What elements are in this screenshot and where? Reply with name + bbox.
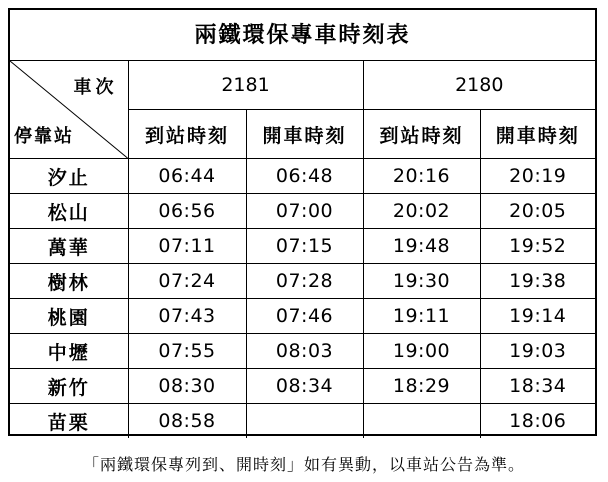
time-cell: 18:06	[480, 404, 595, 439]
train-header-row	[10, 61, 595, 110]
time-cell: 19:38	[480, 264, 595, 299]
time-cell: 19:00	[363, 334, 480, 369]
timetable-frame	[8, 8, 597, 436]
time-cell: 20:16	[363, 159, 480, 194]
time-cell: 07:28	[246, 264, 363, 299]
table-row	[10, 334, 595, 369]
train-2180-header: 2180	[363, 61, 595, 110]
time-cell: 08:58	[128, 404, 246, 439]
col-header-2180-arrival: 到站時刻	[363, 110, 480, 159]
station-name: 萬華	[10, 229, 128, 264]
footnote: 「兩鐵環保專列到、開時刻」如有異動，以車站公告為準。	[82, 455, 525, 474]
station-name: 新竹	[10, 369, 128, 404]
time-cell: 19:03	[480, 334, 595, 369]
time-cell: 18:29	[363, 369, 480, 404]
time-cell: 07:15	[246, 229, 363, 264]
timetable	[10, 61, 595, 438]
time-cell: 08:30	[128, 369, 246, 404]
table-row	[10, 194, 595, 229]
time-cell	[246, 404, 363, 439]
time-cell: 08:03	[246, 334, 363, 369]
time-cell: 19:14	[480, 299, 595, 334]
time-cell: 07:43	[128, 299, 246, 334]
time-cell: 20:02	[363, 194, 480, 229]
station-name: 苗栗	[10, 404, 128, 439]
timetable-title: 兩鐵環保專車時刻表	[10, 10, 595, 61]
time-cell: 08:34	[246, 369, 363, 404]
time-cell: 18:34	[480, 369, 595, 404]
time-cell: 19:11	[363, 299, 480, 334]
time-cell: 20:05	[480, 194, 595, 229]
time-cell: 06:44	[128, 159, 246, 194]
train-2181-header: 2181	[128, 61, 363, 110]
col-header-2181-arrival: 到站時刻	[128, 110, 246, 159]
time-cell: 19:30	[363, 264, 480, 299]
corner-header-cell	[10, 61, 128, 159]
col-header-2180-departure: 開車時刻	[480, 110, 595, 159]
time-cell: 19:52	[480, 229, 595, 264]
station-name: 中壢	[10, 334, 128, 369]
time-cell: 07:00	[246, 194, 363, 229]
table-row	[10, 369, 595, 404]
table-row	[10, 299, 595, 334]
time-cell: 07:11	[128, 229, 246, 264]
time-cell	[363, 404, 480, 439]
station-label: 停靠站	[14, 126, 74, 147]
time-cell: 07:24	[128, 264, 246, 299]
station-name: 汐止	[10, 159, 128, 194]
time-cell: 20:19	[480, 159, 595, 194]
table-row	[10, 264, 595, 299]
station-name: 桃園	[10, 299, 128, 334]
train-number-label: 車次	[73, 77, 118, 98]
time-cell: 06:48	[246, 159, 363, 194]
time-cell: 07:55	[128, 334, 246, 369]
table-row	[10, 229, 595, 264]
station-name: 松山	[10, 194, 128, 229]
table-row	[10, 159, 595, 194]
time-cell: 06:56	[128, 194, 246, 229]
col-header-2181-departure: 開車時刻	[246, 110, 363, 159]
time-cell: 19:48	[363, 229, 480, 264]
table-row	[10, 404, 595, 439]
time-cell: 07:46	[246, 299, 363, 334]
station-name: 樹林	[10, 264, 128, 299]
